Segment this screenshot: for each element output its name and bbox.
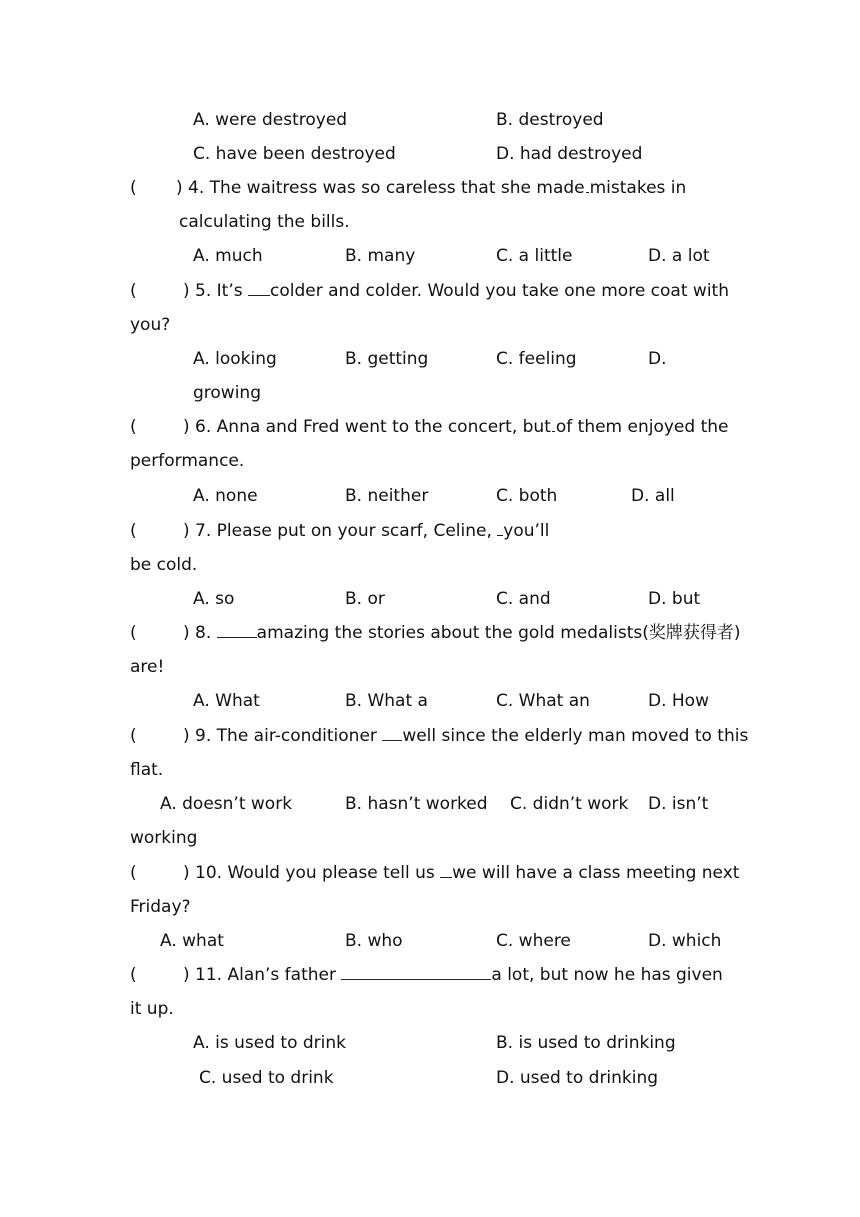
q4-option-c: C. a little: [496, 246, 573, 266]
q10-option-a: A. what: [160, 931, 224, 951]
q8-option-c: C. What an: [496, 691, 590, 711]
q8-stem: [183, 623, 741, 643]
q7-stem-part1: ) 7. Please put on your scarf, Celine,: [183, 521, 492, 541]
q9-paren: (: [130, 726, 137, 746]
q10-stem: [183, 863, 739, 883]
q7-option-c: C. and: [496, 589, 551, 609]
q4-option-b: B. many: [345, 246, 416, 266]
q9-option-d-cont: working: [130, 828, 198, 848]
q6-stem-part1: ) 6. Anna and Fred went to the concert, but: [183, 417, 551, 437]
q11-stem-part1: ) 11. Alan’s father: [183, 965, 336, 985]
q4-stem: [176, 178, 686, 198]
q10-stem-part1: ) 10. Would you please tell us: [183, 863, 435, 883]
q10-option-b: B. who: [345, 931, 403, 951]
q8-stem-part1: ) 8.: [183, 623, 212, 643]
q7-stem-part2: you’ll: [503, 521, 550, 541]
q7-option-a: A. so: [193, 589, 235, 609]
q6-option-a: A. none: [193, 486, 258, 506]
q5-stem-part1: ) 5. It’s: [183, 281, 243, 301]
q5-stem: [183, 281, 729, 301]
q4-paren: (: [130, 178, 137, 198]
q7-paren: (: [130, 521, 137, 541]
q8-paren: (: [130, 623, 137, 643]
q9-option-d: D. isn’t: [648, 794, 709, 814]
q11-stem-part2: a lot, but now he has given: [491, 965, 723, 985]
q6-option-c: C. both: [496, 486, 558, 506]
q11-option-c: C. used to drink: [199, 1068, 334, 1088]
q11-stem: [183, 965, 723, 985]
q10-stem-part2: we will have a class meeting next: [452, 863, 740, 883]
q4-stem-part1: ) 4. The waitress was so careless that she made: [176, 178, 585, 198]
q9-stem: [183, 726, 748, 746]
q9-option-b: B. hasn’t worked: [345, 794, 488, 814]
q11-option-a: A. is used to drink: [193, 1033, 346, 1053]
q4-option-a: A. much: [193, 246, 263, 266]
q5-option-b: B. getting: [345, 349, 429, 369]
q3-option-c: C. have been destroyed: [193, 144, 396, 164]
q4-stem-part2: mistakes in: [589, 178, 687, 198]
q10-blank: [440, 863, 452, 878]
q4-option-d: D. a lot: [648, 246, 710, 266]
q9-blank: [382, 726, 402, 741]
q3-option-d: D. had destroyed: [496, 144, 643, 164]
q9-stem-line2: flat.: [130, 760, 164, 780]
q5-option-a: A. looking: [193, 349, 277, 369]
q5-option-c: C. feeling: [496, 349, 577, 369]
q10-paren: (: [130, 863, 137, 883]
q6-stem: [183, 417, 728, 437]
q11-option-d: D. used to drinking: [496, 1068, 659, 1088]
q4-blank: [586, 178, 589, 193]
q11-paren: (: [130, 965, 137, 985]
q8-option-a: A. What: [193, 691, 260, 711]
q4-stem-line2: calculating the bills.: [179, 212, 350, 232]
q11-stem-line2: it up.: [130, 999, 174, 1019]
q6-stem-line2: performance.: [130, 451, 245, 471]
q8-option-b: B. What a: [345, 691, 428, 711]
q10-stem-line2: Friday?: [130, 897, 191, 917]
q7-option-b: B. or: [345, 589, 385, 609]
q7-option-d: D. but: [648, 589, 701, 609]
q6-paren: (: [130, 417, 137, 437]
q6-stem-part2: of them enjoyed the: [555, 417, 729, 437]
q8-option-d: D. How: [648, 691, 709, 711]
q8-stem-part2: amazing the stories about the gold medalists(奖牌获得者): [256, 623, 741, 643]
q11-blank: [341, 965, 491, 980]
q8-blank: [217, 623, 257, 638]
q3-option-a: A. were destroyed: [193, 110, 348, 130]
q9-stem-part1: ) 9. The air-conditioner: [183, 726, 377, 746]
q5-option-d: D.: [648, 349, 667, 369]
q5-stem-line2: you?: [130, 315, 171, 335]
q6-option-b: B. neither: [345, 486, 429, 506]
q6-option-d: D. all: [631, 486, 675, 506]
q11-option-b: B. is used to drinking: [496, 1033, 676, 1053]
q7-stem-line2: be cold.: [130, 555, 198, 575]
q5-paren: (: [130, 281, 137, 301]
q9-option-a: A. doesn’t work: [160, 794, 293, 814]
q10-option-d: D. which: [648, 931, 722, 951]
q9-option-c: C. didn’t work: [510, 794, 629, 814]
q9-stem-part2: well since the elderly man moved to this: [402, 726, 749, 746]
q8-stem-line2: are!: [130, 657, 165, 677]
q5-stem-part2: colder and colder. Would you take one more coat with: [270, 281, 729, 301]
q5-blank: [248, 281, 270, 296]
q5-option-d-cont: growing: [193, 383, 261, 403]
q6-blank: [552, 417, 555, 432]
q3-option-b: B. destroyed: [496, 110, 604, 130]
q7-stem: [183, 521, 549, 541]
q10-option-c: C. where: [496, 931, 571, 951]
